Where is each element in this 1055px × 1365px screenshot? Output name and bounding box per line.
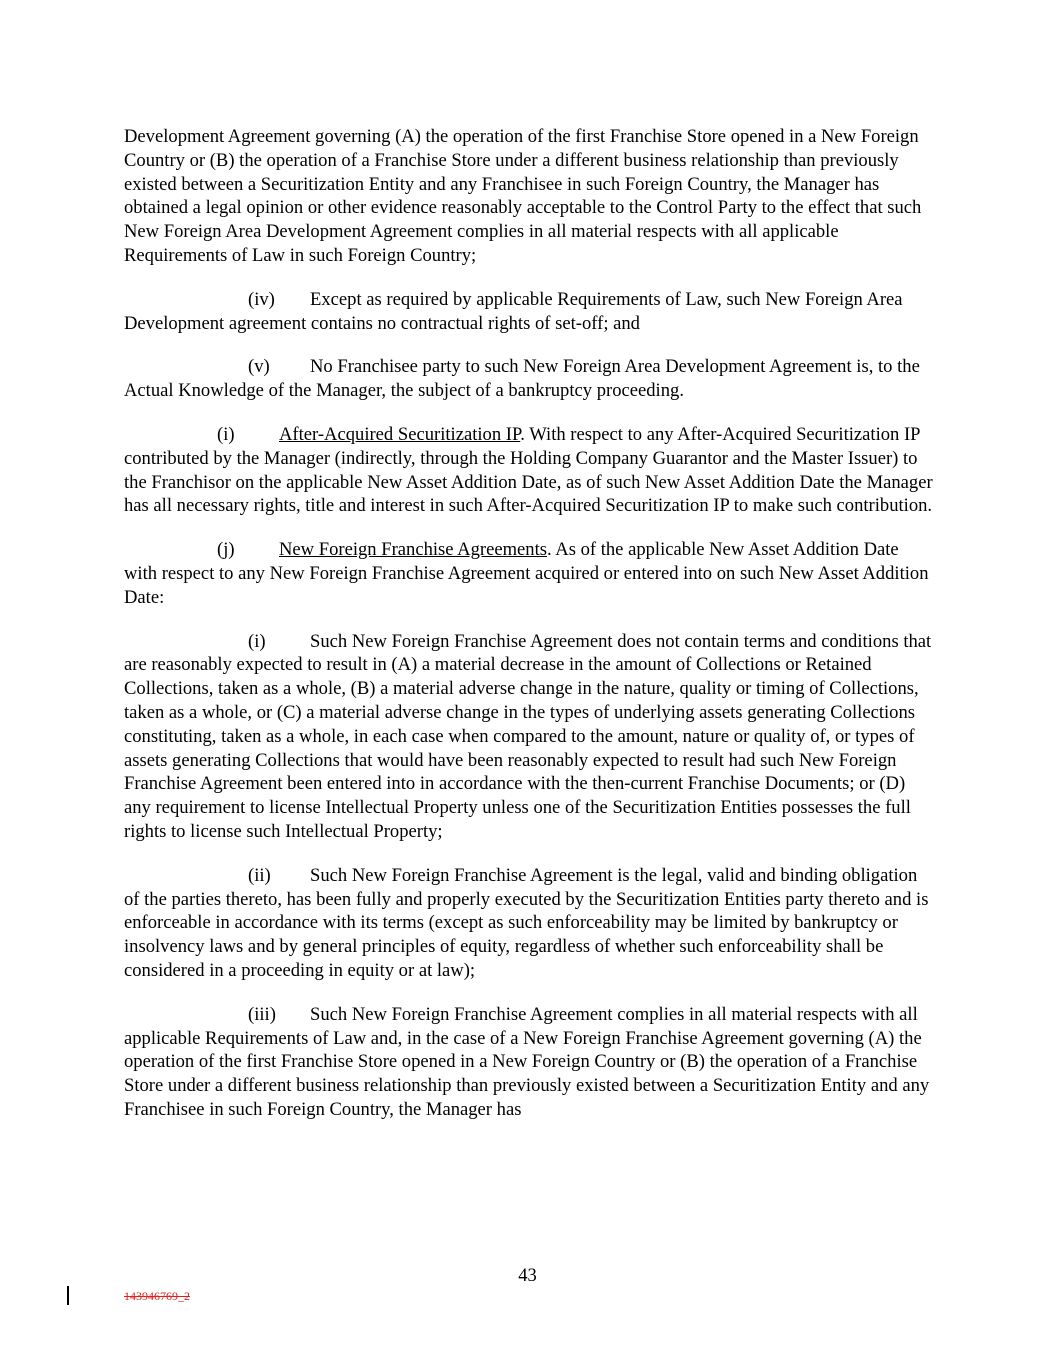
clause-text: No Franchisee party to such New Foreign Area Development Agreement is, to the Actual Knowledge of the Manager, the subject of a bankruptcy proceeding. xyxy=(124,356,920,402)
document-body xyxy=(124,125,934,1142)
section-heading: After-Acquired Securitization IP xyxy=(279,423,521,445)
clause-number: (v) xyxy=(248,356,270,378)
clause-number: (iv) xyxy=(248,288,275,310)
section-i xyxy=(124,423,934,518)
paragraph-continuation xyxy=(124,125,934,268)
clause-text: Except as required by applicable Requirements of Law, such New Foreign Area Development agreement contains no contractual rights of set-off; and xyxy=(124,288,903,334)
clause-number: (iii) xyxy=(248,1003,276,1025)
clause-text: Such New Foreign Franchise Agreement does not contain terms and conditions that are reasonably expected to result in (A) a material decrease in the amount of Collections or Retained Collections, taken as a whole, (B) a material adverse change in the nature, quality or timing of Collections, taken as a whole, or (C) a material adverse change in the types of underlying assets generating Collections constituting, taken as a whole, in each case when compared to the amount, nature or quality of, or types of assets generating Collections that would have been reasonably expected to result had such New Foreign Franchise Agreement been entered into in accordance with the then-current Franchise Documents; or (D) any requirement to license Intellectual Property unless one of the Securitization Entities possesses the full rights to license such Intellectual Property; xyxy=(124,630,932,842)
clause-text: Such New Foreign Franchise Agreement complies in all material respects with all applicable Requirements of Law and, in the case of a New Foreign Franchise Agreement governing (A) the operation of the first Franchise Store opened in a New Foreign Country or (B) the operation of a Franchise Store under a different business relationship than previously existed between a Securitization Entity and any Franchisee in such Foreign Country, the Manager has xyxy=(124,1003,930,1120)
document-id: 143946769_2 xyxy=(124,1289,190,1303)
page-number: 43 xyxy=(518,1265,537,1286)
section-number: (i) xyxy=(217,423,235,445)
section-number: (j) xyxy=(217,539,235,561)
section-text: . As of the applicable New Asset Addition Date with respect to any New Foreign Franchise Agreement acquired or entered into on such New Asset Addition Date: xyxy=(124,539,929,608)
clause-iii xyxy=(124,1003,934,1122)
clause-v xyxy=(124,355,934,403)
clause-number: (ii) xyxy=(248,864,271,886)
clause-ii xyxy=(124,864,934,983)
clause-iv xyxy=(124,288,934,336)
clause-number: (i) xyxy=(248,630,266,652)
revision-change-bar xyxy=(67,1286,69,1305)
clause-text: Such New Foreign Franchise Agreement is the legal, valid and binding obligation of the parties thereto, has been fully and properly executed by the Securitization Entities party thereto and is enforceable in accordance with its terms (except as such enforceability may be limited by bankruptcy or insolvency laws and by general principles of equity, regardless of whether such enforceability shall be considered in a proceeding in equity or at law); xyxy=(124,864,929,981)
section-j xyxy=(124,538,934,609)
clause-i xyxy=(124,630,934,844)
section-text: . With respect to any After-Acquired Securitization IP contributed by the Manager (indirectly, through the Holding Company Guarantor and the Master Issuer) to the Franchisor on the applicable New Asset Addition Date, as of such New Asset Addition Date the Manager has all necessary rights, title and interest in such After-Acquired Securitization IP to make such contribution. xyxy=(124,423,933,517)
section-heading: New Foreign Franchise Agreements xyxy=(279,539,547,561)
paragraph-text: Development Agreement governing (A) the operation of the first Franchise Store opened in a New Foreign Country or (B) the operation of a Franchise Store under a different business relationship than previously existed between a Securitization Entity and any Franchisee in such Foreign Country, the Manager has obtained a legal opinion or other evidence reasonably acceptable to the Control Party to the effect that such New Foreign Area Development Agreement complies in all material respects with all applicable Requirements of Law in such Foreign Country; xyxy=(124,126,922,266)
